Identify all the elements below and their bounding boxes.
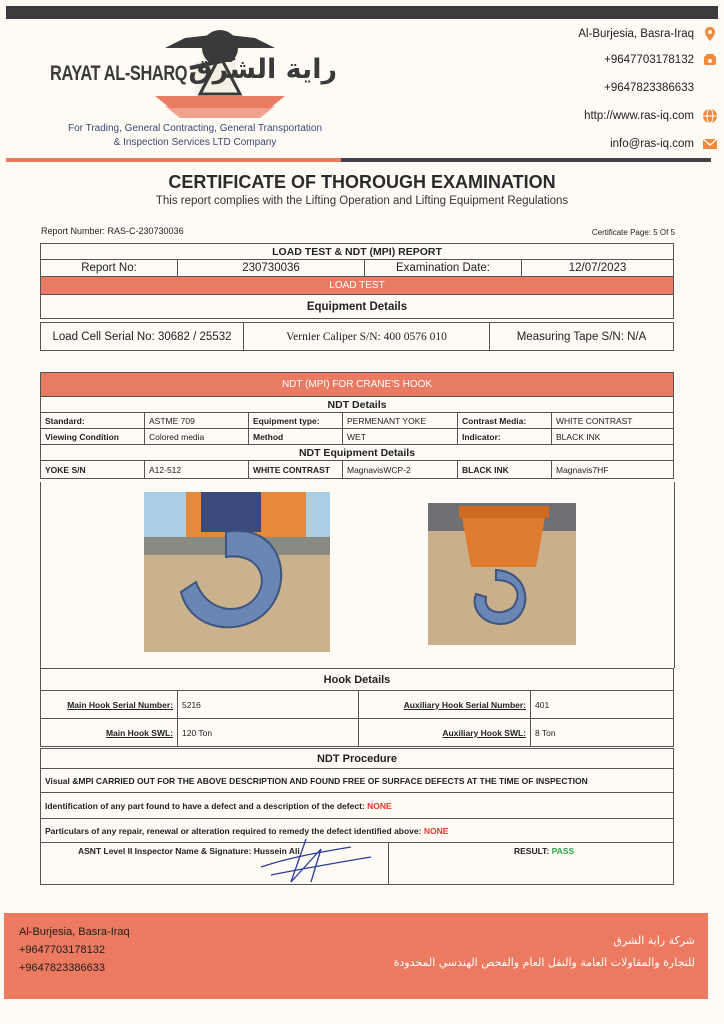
envelope-icon bbox=[702, 136, 718, 152]
main-hook-swl-value: 120 Ton bbox=[178, 719, 359, 747]
report-heading: LOAD TEST & NDT (MPI) REPORT bbox=[41, 244, 674, 260]
vernier-caliper-serial: Vernier Caliper S/N: 400 0576 010 bbox=[244, 323, 490, 351]
method-value: WET bbox=[343, 429, 458, 445]
tagline-line-1: For Trading, General Contracting, General Transportation bbox=[67, 123, 323, 134]
address-text: Al-Burjesia, Basra-Iraq bbox=[578, 28, 694, 40]
ndt-details-heading: NDT Details bbox=[41, 397, 674, 413]
website-link[interactable]: http://www.ras-iq.com bbox=[584, 110, 694, 122]
certificate-page: Certificate Page: 5 Of 5 bbox=[591, 228, 675, 237]
hook-photos bbox=[40, 482, 675, 668]
hook-details-heading: Hook Details bbox=[41, 669, 674, 691]
defect-value: NONE bbox=[367, 800, 392, 811]
standard-label: Standard: bbox=[41, 413, 145, 429]
measuring-tape-serial: Measuring Tape S/N: N/A bbox=[490, 323, 674, 351]
footer-phone-2: +9647823386633 bbox=[19, 962, 105, 974]
hook-details-table bbox=[40, 668, 674, 747]
standard-value: ASTME 709 bbox=[145, 413, 249, 429]
procedure-statement: Visual &MPI CARRIED OUT FOR THE ABOVE DESCRIPTION AND FOUND FREE OF SURFACE DEFECTS AT THE TIME OF INSPECTION bbox=[41, 769, 674, 793]
globe-icon bbox=[702, 108, 718, 124]
result-cell bbox=[389, 843, 674, 885]
aux-hook-serial-label: Auxiliary Hook Serial Number: bbox=[359, 691, 531, 719]
header-rule-dark bbox=[341, 158, 711, 162]
main-hook-serial-value: 5216 bbox=[178, 691, 359, 719]
location-pin-icon bbox=[702, 26, 718, 42]
company-tagline bbox=[40, 122, 350, 150]
load-cell-serial: Load Cell Serial No: 30682 / 25532 bbox=[41, 323, 244, 351]
phone-icon bbox=[702, 52, 718, 68]
footer-address: Al-Burjesia, Basra-Iraq bbox=[19, 926, 130, 938]
footer-arabic-name: شركة راية الشرق bbox=[613, 934, 695, 947]
ndt-table bbox=[40, 372, 674, 479]
method-label: Method bbox=[249, 429, 343, 445]
footer-phone-1: +9647703178132 bbox=[19, 944, 105, 956]
black-ink-label: BLACK INK bbox=[458, 461, 552, 479]
report-number: Report Number: RAS-C-230730036 bbox=[41, 226, 184, 236]
main-hook-serial-label: Main Hook Serial Number: bbox=[41, 691, 178, 719]
top-bar bbox=[6, 6, 718, 19]
contact-website[interactable] bbox=[474, 107, 694, 125]
equipment-heading: Equipment Details bbox=[41, 295, 674, 319]
footer-arabic-desc: للتجارة والمقاولات العامة والنقل العام والفحص الهندسي المحدودة bbox=[393, 956, 695, 969]
auxiliary-hook-photo bbox=[428, 503, 576, 645]
logo-text-en: RAYAT AL-SHARQ bbox=[50, 62, 188, 85]
logo-text-ar: راية الشرق bbox=[188, 54, 337, 85]
white-contrast-label: WHITE CONTRAST bbox=[249, 461, 343, 479]
equipment-type-label: Equipment type: bbox=[249, 413, 343, 429]
phone-2-text: +9647823386633 bbox=[604, 82, 694, 94]
exam-date-value: 12/07/2023 bbox=[522, 260, 674, 277]
load-test-table bbox=[40, 243, 674, 319]
footer bbox=[4, 913, 708, 999]
procedure-table bbox=[40, 748, 674, 885]
aux-hook-swl-value: 8 Ton bbox=[531, 719, 674, 747]
certificate-title: CERTIFICATE OF THOROUGH EXAMINATION bbox=[168, 172, 556, 192]
yoke-label: YOKE S/N bbox=[41, 461, 145, 479]
contact-address bbox=[474, 25, 694, 43]
contact-phone-2 bbox=[474, 79, 694, 97]
tagline-line-2: & Inspection Services LTD Company bbox=[113, 137, 277, 148]
defect-label: Identification of any part found to have a defect and a description of the defect: bbox=[45, 800, 365, 811]
inspector-cell bbox=[41, 843, 389, 885]
equipment-type-value: PERMENANT YOKE bbox=[343, 413, 458, 429]
certificate-subtitle: This report complies with the Lifting Operation and Lifting Equipment Regulations bbox=[155, 195, 569, 207]
company-logo bbox=[45, 26, 345, 121]
contact-email[interactable] bbox=[474, 135, 694, 153]
contrast-media-value: WHITE CONTRAST bbox=[552, 413, 674, 429]
email-link[interactable]: info@ras-iq.com bbox=[610, 138, 694, 150]
viewing-condition-value: Colored media bbox=[145, 429, 249, 445]
aux-hook-swl-label: Auxiliary Hook SWL: bbox=[359, 719, 531, 747]
report-no-value: 230730036 bbox=[178, 260, 365, 277]
equipment-table bbox=[40, 322, 674, 351]
exam-date-label: Examination Date: bbox=[365, 260, 522, 277]
ndt-banner: NDT (MPI) FOR CRANE'S HOOK bbox=[41, 373, 674, 397]
result-label: RESULT: bbox=[514, 846, 550, 856]
yoke-value: A12-512 bbox=[145, 461, 249, 479]
inspector-name: Hussein Ali bbox=[253, 846, 300, 856]
black-ink-value: Magnavis7HF bbox=[552, 461, 674, 479]
report-no-label: Report No: bbox=[41, 260, 178, 277]
header-rule-accent bbox=[6, 158, 341, 162]
contact-phone-1 bbox=[474, 51, 694, 69]
load-test-banner: LOAD TEST bbox=[41, 277, 674, 295]
repair-label: Particulars of any repair, renewal or alteration required to remedy the defect identified above: bbox=[45, 825, 422, 836]
main-hook-photo bbox=[144, 492, 330, 652]
contrast-media-label: Contrast Media: bbox=[458, 413, 552, 429]
white-contrast-value: MagnavisWCP-2 bbox=[343, 461, 458, 479]
defect-row bbox=[41, 793, 674, 819]
main-hook-swl-label: Main Hook SWL: bbox=[41, 719, 178, 747]
indicator-value: BLACK INK bbox=[552, 429, 674, 445]
inspector-label: ASNT Level II Inspector Name & Signature: bbox=[78, 846, 252, 856]
procedure-heading: NDT Procedure bbox=[41, 749, 674, 769]
aux-hook-serial-value: 401 bbox=[531, 691, 674, 719]
indicator-label: Indicator: bbox=[458, 429, 552, 445]
repair-value: NONE bbox=[423, 825, 449, 836]
hook-photos-svg bbox=[41, 482, 674, 668]
phone-1-text: +9647703178132 bbox=[604, 54, 694, 66]
result-value: PASS bbox=[551, 846, 575, 856]
ndt-equipment-heading: NDT Equipment Details bbox=[41, 445, 674, 461]
signature-scribble bbox=[251, 837, 381, 885]
viewing-condition-label: Viewing Condition bbox=[41, 429, 145, 445]
